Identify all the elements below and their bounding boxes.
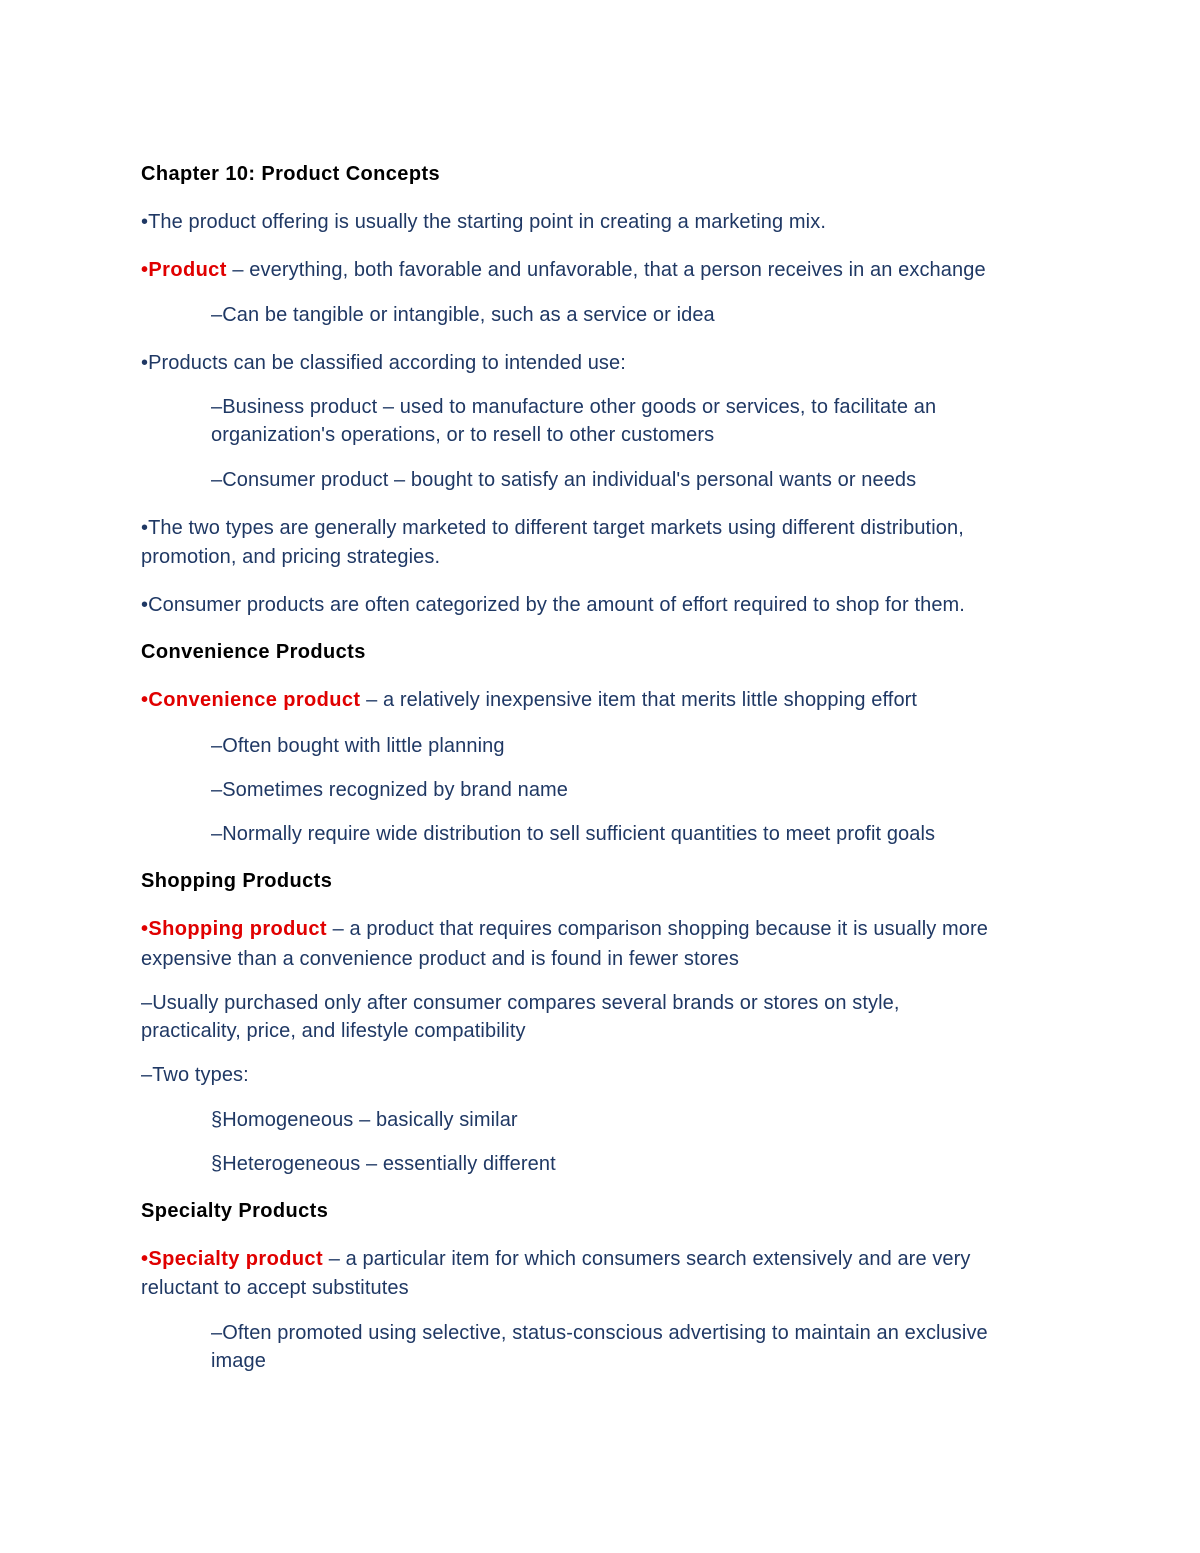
definition-specialty	[141, 1245, 971, 1273]
sub-bullet-continuation: practicality, price, and lifestyle compatibility	[141, 1020, 526, 1042]
bullet: •	[141, 689, 149, 711]
sub-bullet: –Consumer product – bought to satisfy an individual's personal wants or needs	[211, 469, 917, 491]
paragraph: •Products can be classified according to intended use:	[141, 352, 626, 374]
definition-shopping	[141, 915, 988, 943]
sub-bullet-continuation: organization's operations, or to resell to other customers	[211, 424, 715, 446]
bullet: •	[141, 918, 149, 940]
sub-bullet: –Normally require wide distribution to sell sufficient quantities to meet profit goals	[211, 823, 936, 845]
definition-text: – everything, both favorable and unfavorable, that a person receives in an exchange	[226, 259, 986, 281]
paragraph-continuation: promotion, and pricing strategies.	[141, 546, 441, 568]
sub-bullet-continuation: image	[211, 1350, 266, 1372]
sub-bullet: –Often promoted using selective, status-conscious advertising to maintain an exclusive	[211, 1322, 988, 1344]
sub-bullet: –Usually purchased only after consumer compares several brands or stores on style,	[141, 992, 900, 1014]
sub-bullet: –Sometimes recognized by brand name	[211, 779, 569, 801]
sub-sub-bullet: §Heterogeneous – essentially different	[211, 1153, 556, 1175]
definition-product	[141, 256, 986, 284]
sub-bullet: –Business product – used to manufacture other goods or services, to facilitate an	[211, 396, 937, 418]
definition-convenience	[141, 686, 917, 714]
section-heading: Shopping Products	[141, 870, 333, 892]
definition-continuation: reluctant to accept substitutes	[141, 1277, 409, 1299]
paragraph: •Consumer products are often categorized by the amount of effort required to shop for them.	[141, 594, 965, 616]
sub-sub-bullet: §Homogeneous – basically similar	[211, 1109, 518, 1131]
page-title: Chapter 10: Product Concepts	[141, 163, 441, 185]
paragraph: •The product offering is usually the starting point in creating a marketing mix.	[141, 211, 826, 233]
bullet: •	[141, 259, 149, 281]
paragraph: •The two types are generally marketed to different target markets using different distribution,	[141, 517, 964, 539]
sub-bullet: –Can be tangible or intangible, such as a service or idea	[211, 304, 715, 326]
definition-continuation: expensive than a convenience product and is found in fewer stores	[141, 948, 739, 970]
section-heading: Specialty Products	[141, 1200, 329, 1222]
definition-text: – a particular item for which consumers search extensively and are very	[323, 1248, 971, 1270]
sub-bullet: –Two types:	[141, 1064, 249, 1086]
sub-bullet: –Often bought with little planning	[211, 735, 505, 757]
bullet: •	[141, 1248, 149, 1270]
section-heading: Convenience Products	[141, 641, 366, 663]
term-product: Product	[148, 259, 227, 281]
definition-text: – a product that requires comparison shopping because it is usually more	[327, 918, 988, 940]
term-shopping-product: Shopping product	[148, 918, 327, 940]
definition-text: – a relatively inexpensive item that merits little shopping effort	[360, 689, 918, 711]
term-convenience-product: Convenience product	[148, 689, 361, 711]
term-specialty-product: Specialty product	[148, 1248, 324, 1270]
